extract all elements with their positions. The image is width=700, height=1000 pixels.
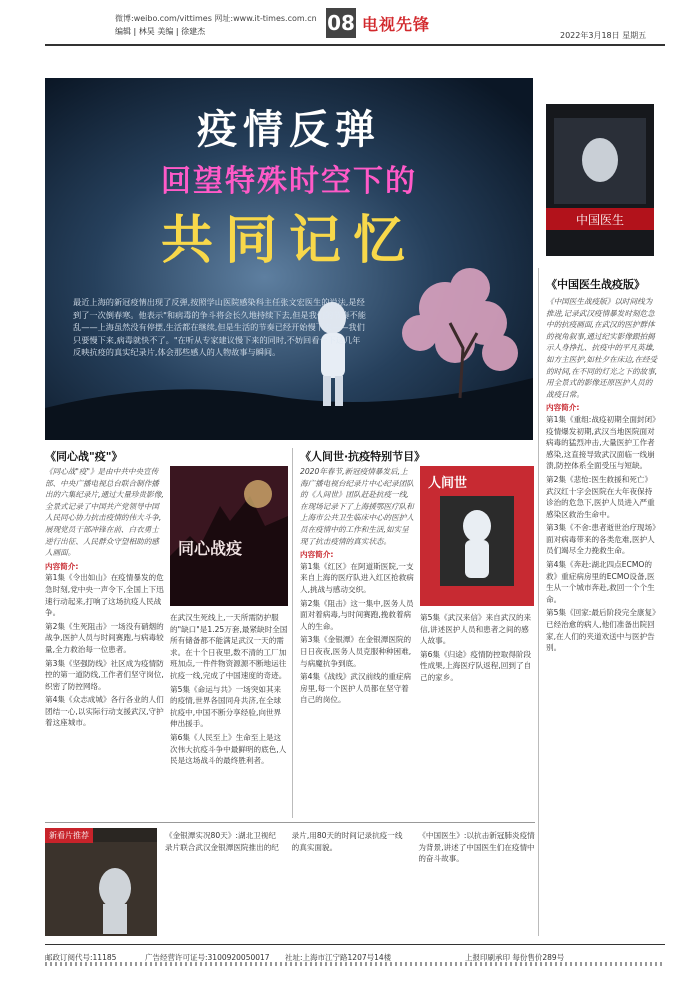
middle-col-2 [420,612,534,684]
left-episode-6: 第6集《人民至上》生命至上是这次伟大抗疫斗争中最鲜明的底色,人民是这场战斗的最终胜利者。 [170,732,287,766]
footer-license: 广告经营许可证号:3100920050017 [145,953,270,962]
middle-episode-1: 第1集《红区》在阿道斯医院,一支来自上海的医疗队进入红区抢救病人,挑战与感动交织。 [300,561,414,594]
left-episode-2: 第2集《生死阻击》一场没有硝烟的战争,医护人员与时间赛跑,与病毒较量,全力救治每一位患者。 [45,621,164,654]
header-rule [45,44,665,46]
footer-postcode: 邮政订阅代号:11185 [45,953,117,962]
renjianshi-poster-caption: 人间世 [428,476,468,491]
left-episode-5: 第5集《命运与共》一场突如其来的疫情,世界各国同舟共济,在全球抗疫中,中国不断分享经验,向世界伸出援手。 [170,684,282,729]
middle-episode-4: 第4集《战线》武汉前线的重症病房里,每一个医护人员都在坚守着自己的岗位。 [300,672,412,705]
right-intro: 《中国医生战疫版》以时间线为推进,记录武汉疫情暴发时刻危急中的抗疫画面,在武汉的医护群体的视角叙事,通过纪实影像跟拍揭示人身挣扎、抗疫中的平凡英雄,如方主医护,如杜夕在床边,在经受的时间,在不同的灯光之下的故事,用全景式的影像还原医护人员的战疫日常。 [546,297,658,399]
right-episode-1: 第1集《重组:战疫初期全面封闭》疫情爆发初期,武汉当地医院面对病毒的猛烈冲击,大量医护工作者感染,这直接导致武汉面临一线崩溃,防控体系全面受压与短缺。 [546,414,656,471]
middle-intro: 2020年春节,新冠疫情暴发后,上海广播电视台纪录片中心纪录团队的《人间世》团队赶赴抗疫一线,在现场记录下了上海援鄂医疗队和上海市公共卫生临床中心的医护人员在疫情中的工作和生活,如实呈现了抗击疫情的真实状态。 [300,467,414,546]
weibo-address: 微博:weibo.com/vittimes 网址:www.it-times.com.cn [115,14,317,23]
middle-article [300,448,530,464]
middle-episode-6: 第6集《归途》疫情防控取得阶段性成果,上海医疗队返程,回到了自己的家乡。 [420,649,532,682]
recommend-badge: 新看片推荐 [45,828,93,843]
middle-content-label: 内容简介: [300,550,334,560]
right-column [546,276,658,654]
column-divider-right [538,268,539,936]
right-episode-4: 第4集《奔赴:湖北四点ECMO的救》重症病房里的ECMO设备,医生从一个城市奔赴,救回一个个生命。 [546,560,655,604]
jinyintan-poster-art [45,828,157,936]
left-episode-1: 第1集《令出如山》在疫情暴发的危急时刻,党中央一声令下,全国上下迅速行动起来,打响了这场抗疫人民战争。 [45,573,164,618]
bottom-rule [45,822,535,823]
right-episode-3: 第3集《不舍:患者逝世治疗现场》面对病毒带来的各类危难,医护人员们竭尽全力挽救生命。 [546,523,656,556]
middle-episode-3: 第3集《金银潭》在金银潭医院的日日夜夜,医务人员克服种种困难,与病魔抗争到底。 [300,635,412,668]
column-divider-mid [292,448,293,818]
section-title: 电视先锋 [362,15,431,34]
poster-art [546,104,654,256]
right-article-title: 《中国医生战疫版》 [546,278,645,291]
issue-date: 2022年3月18日 星期五 [560,31,647,40]
jinyintan-poster [45,828,157,936]
bottom-para-2: 《中国医生》:以抗击新冠肺炎疫情为背景,讲述了中国医生们在疫情中的奋斗故事。 [418,831,535,864]
left-col2-text: 在武汉生死线上,一天所需防护服的"缺口"是1.25万套,最紧缺时全国所有储备都不能满足武汉一天的需求。在十个日夜里,数不清的工厂加班加点,一件件物资源源不断地运往抗疫一线,完成了中国速度的奇迹。 [170,613,288,680]
china-doctor-poster [546,104,654,256]
hero-image [45,78,533,440]
left-col-2 [170,612,288,767]
hero-title-line1: 疫情反弹 [197,107,381,153]
footer-dots [45,962,665,966]
left-episode-3: 第3集《坚强防线》社区成为疫情防控的第一道防线,工作者们坚守岗位,织密了防控网络。 [45,658,164,691]
right-episode-5: 第5集《回家:最后阶段完全康复》已经治愈的病人,他们准备出院回家,在人们的夹道欢送中与医护告别。 [546,608,656,653]
middle-episode-5: 第5集《武汉来信》来自武汉的来信,讲述医护人员和患者之间的感人故事。 [420,613,532,646]
footer-address: 社址:上海市江宁路1207号14楼 [285,953,392,962]
hero-title-line2: 回望特殊时空下的 [161,164,417,199]
bottom-text [165,830,535,865]
left-article [45,448,285,464]
masthead-info [115,12,320,38]
left-content-label: 内容简介: [45,561,79,571]
bottom-para-1: 《金银潭实况80天》:湖北卫视纪录片联合武汉金银潭医院推出的纪录片,用80天的时间记录抗疫一线的真实面貌。 [165,831,403,852]
right-content-label: 内容简介: [546,403,580,413]
page-number: 08 [326,8,356,38]
middle-article-title: 《人间世·抗疫特别节目》 [300,450,426,463]
middle-episode-2: 第2集《阻击》这一集中,医务人员面对着病毒,与时间赛跑,挽救着病人的生命。 [300,598,414,631]
footer-rule [45,944,665,945]
hero-lead-text: 最近上海的新冠疫情出现了反弹,按照学山医院感染科主任张文宏医生的说法,是经到了一次倒春寒。他表示"和病毒的争斗将会长久地持续下去,但是我们的节奏不能乱——上海虽然没有停摆,生活都在继续,但是生活的节奏已经开始慢下来——我们只要慢下来,病毒就快不了。"在听从专家建议慢下来的同时,不妨回看一下这几年反映抗疫的真实纪录片,体会那些感人的人物故事与瞬间。 [73,297,366,357]
renjianshi-poster [420,466,534,606]
left-intro: 《同心战"疫"》是由中共中央宣传部、中央广播电视总台联合制作播出的六集纪录片,通过大量珍贵影像,全景式记录了中国共产党领导中国人民同心协力抗击疫情的伟大斗争,展现党员干部冲锋在前、白衣勇士逆行出征、人民群众守望相助的感人画面。 [45,467,164,558]
left-col-1 [45,466,165,729]
tongxin-poster [170,466,288,606]
tongxin-poster-caption: 同心战疫 [178,539,243,558]
hero-title-line3: 共同记忆 [160,211,417,271]
left-episode-4: 第4集《众志成城》各行各业的人们团结一心,以实际行动支援武汉,守护着这座城市。 [45,695,164,728]
svg-text:中国医生: 中国医生 [575,213,625,227]
right-episode-2: 第2集《悲怆:医生救援和死亡》武汉红十字会医院在大年夜保持诊治的危急下,医护人员进入严重感染区救治生命中。 [546,474,655,519]
left-article-title: 《同心战"疫"》 [45,450,123,463]
footer-price: 上报印刷承印 每份售价289号 [465,953,565,962]
middle-col-1 [300,466,415,706]
editors-line: 编辑 | 林昊 美编 | 徐建杰 [115,27,206,36]
